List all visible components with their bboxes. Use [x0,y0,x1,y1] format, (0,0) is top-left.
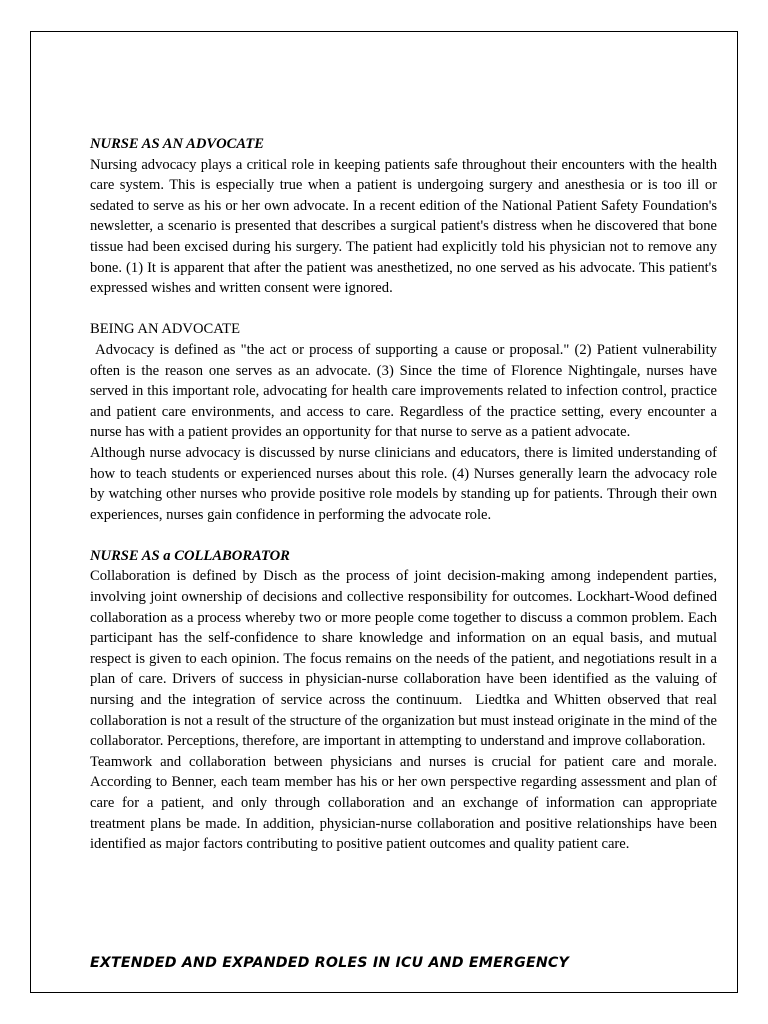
paragraph-advocacy-definition: Advocacy is defined as "the act or process of supporting a cause or proposal." (2) Patient vulnerability often is the reason one serves as an advocate. (3) Since the time of Florence Nightingale, nurses have served in this important role, advocating for health care improvements related to infection control, practice and patient care environments, and access to care. Regardless of the practice setting, every encounter a nurse has with a patient provides an opportunity for that nurse to serve as a patient advocate. [90,341,721,441]
section-heading-nurse-advocate: NURSE AS AN ADVOCATE [90,136,264,152]
paragraph-gap [90,525,717,546]
document-body [90,134,721,855]
paragraph-collaboration-definition: Collaboration is defined by Disch as the process of joint decision-making among independent parties, involving joint ownership of decisions and collective responsibility for outcomes. Lockhart-Wood defined collaboration as a process whereby two or more people come together to discuss a common problem. Each participant has the self-confidence to share knowledge and information on an equal basis, and mutual respect is given to each opinion. The focus remains on the needs of the patient, and negotiations result in a plan of care. Drivers of success in physician-nurse collaboration have been identified as the valuing of nursing and the integration of service across the continuum. Liedtka and Whitten observed that real collaboration is not a result of the structure of the organization but must instead originate in the mind of the collaborator. Perceptions, therefore, are important in attempting to understand and improve collaboration. [90,568,721,750]
paragraph-advocacy-teaching: Although nurse advocacy is discussed by nurse clinicians and educators, there is limited understanding of how to teach students or experienced nurses about this role. (4) Nurses generally learn the advocacy role by watching other nurses who provide positive role models by standing up for patients. Through their own experiences, nurses gain confidence in performing the advocate role. [90,444,717,523]
paragraph-teamwork: Teamwork and collaboration between physicians and nurses is crucial for patient care and morale. According to Benner, each team member has his or her own perspective regarding assessment and plan of care for a patient, and only through collaboration and an exchange of information can appropriate treatment plans be made. In addition, physician-nurse collaboration and positive relationships have been identified as major factors contributing to positive patient outcomes and quality patient care. [90,753,717,853]
footer-heading-extended-roles: EXTENDED AND EXPANDED ROLES IN ICU AND EMERGENCY [90,955,569,971]
paragraph-gap [90,299,717,320]
paragraph-nursing-advocacy: Nursing advocacy plays a critical role in keeping patients safe throughout their encounters with the health care system. This is especially true when a patient is undergoing surgery and anesthesia or is too ill or sedated to serve as his or her own advocate. In a recent edition of the National Patient Safety Foundation's newsletter, a scenario is presented that describes a surgical patient's distress when he discovered that bone tissue had been excised during his surgery. The patient had explicitly told his physician not to remove any bone. (1) It is apparent that after the patient was anesthetized, no one served as his advocate. This patient's expressed wishes and written consent were ignored. [90,156,717,297]
section-heading-nurse-collaborator: NURSE AS a COLLABORATOR [90,547,290,564]
section-heading-being-advocate: BEING AN ADVOCATE [90,321,240,338]
